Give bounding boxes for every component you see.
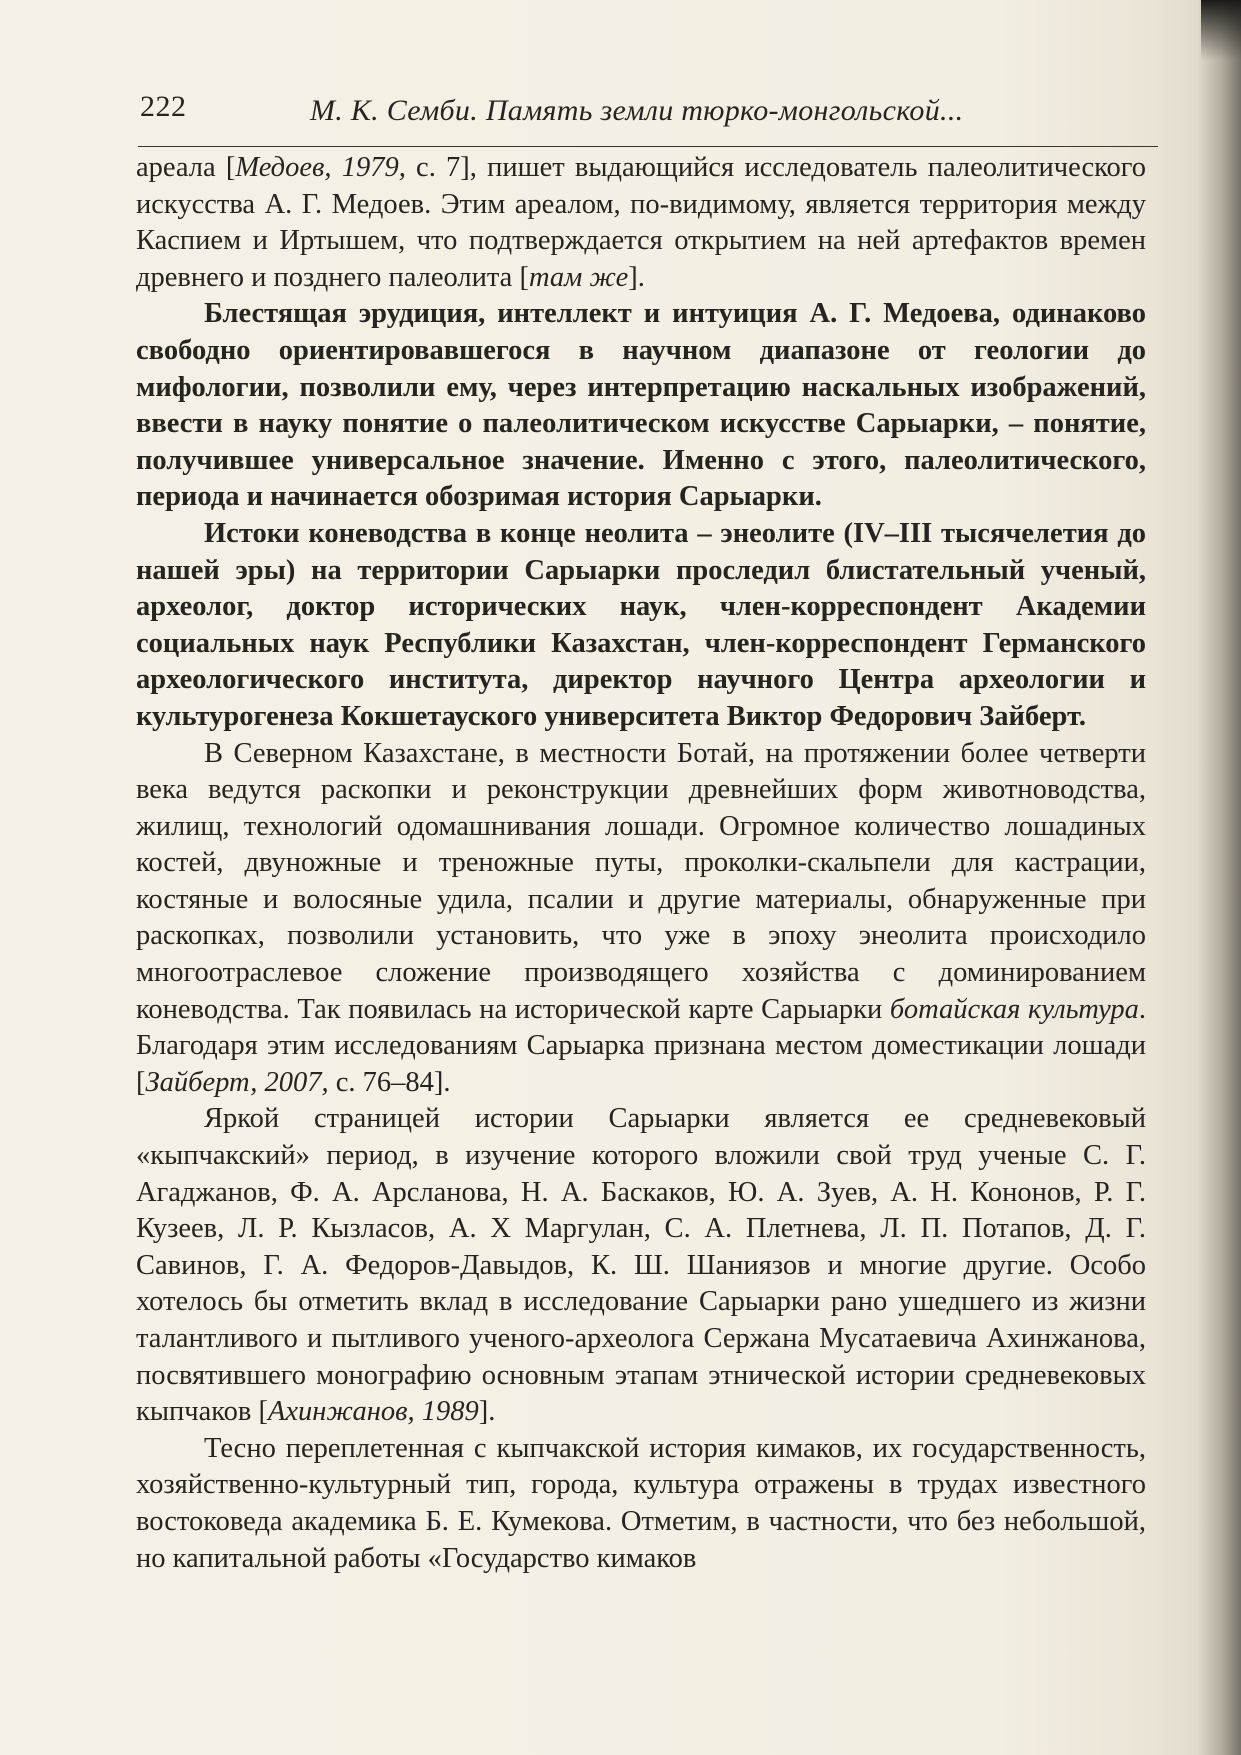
italic-text: Ахинжанов, 1989 — [267, 1396, 479, 1428]
italic-text: там же — [528, 261, 629, 293]
text-run: Тесно переплетенная с кыпчакской история кимаков, их государственность, хозяйственно-культурный тип, города, культура отражены в трудах известного востоковеда академика Б. Е. Кумекова. Отметим, в частности, что без небольшой, но капитальной работы «Государство кимаков — [136, 1432, 1146, 1574]
text-run: ареала [ — [136, 152, 236, 183]
paragraph — [136, 296, 1146, 516]
italic-text: ботайская культура — [889, 993, 1139, 1025]
text-run: Блестящая эрудиция, интеллект и интуиция А. Г. Медоева, одинаково свободно ориентировавшегося в научном диапазоне от геологии до мифологии, позволили ему, через интерпретацию наскальных изображений, ввести в науку понятие о палеолитическом искусстве Сарыарки, – понятие, получившее универсальное значение. Именно с этого, палеолитического, периода и начинается обозримая история Сарыарки. — [136, 298, 1146, 513]
page-header — [138, 88, 1158, 147]
italic-text: Зайберт, 2007, — [145, 1066, 329, 1098]
text-run: В Северном Казахстане, в местности Ботай, на протяжении более четверти века ведутся раскопки и реконструкции древнейших форм животноводства, жилищ, технологий одомашнивания лошади. Огромное количество лошадиных костей, двуножные и треножные путы, проколки-скальпели для кастрации, костяные и волосяные удила, псалии и другие материалы, обнаруженные при раскопках, позволили установить, что уже в эпоху энеолита происходило многоотраслевое сложение производящего хозяйства с доминированием коневодства. Так появилась на исторической карте Сарыарки — [136, 737, 1146, 1025]
italic-text: Медоев, 1979, — [235, 152, 406, 183]
text-run: ]. — [478, 1396, 496, 1428]
paragraph — [136, 150, 1146, 296]
text-run: с. 7], пишет выдающийся исследователь палеолитического искусства А. Г. Медоев. Этим ареалом, по-видимому, является территория между Каспием и Иртышем, что подтверждается открытием на ней артефактов времен древнего и позднего палеолита [ — [136, 152, 1146, 293]
paragraph — [136, 1101, 1146, 1430]
running-title: М. К. Семби. Память земли тюрко-монгольской... — [310, 94, 964, 127]
page-edge-shadow — [1197, 0, 1241, 1755]
text-run: Яркой страницей истории Сарыарки является ее средневековый «кыпчакский» период, в изучение которого вложили свой труд ученые С. Г. Агаджанов, Ф. А. Арсланова, Н. А. Баскаков, Ю. А. Зуев, А. Н. Кононов, Р. Г. Кузеев, Л. Р. Кызласов, А. Х Маргулан, С. А. Плетнева, Л. П. Потапов, Д. Г. Савинов, Г. А. Федоров-Давыдов, К. Ш. Шаниязов и многие другие. Особо хотелось бы отметить вклад в исследование Сарыарки рано ушедшего из жизни талантливого и пытливого ученого-археолога Сержана Мусатаевича Ахинжанова, посвятившего монографию основным этапам этнической истории средневековых кыпчаков [ — [136, 1103, 1146, 1428]
page-corner-shadow — [1201, 0, 1241, 60]
text-run: с. 76–84]. — [328, 1066, 451, 1098]
paragraph — [136, 736, 1146, 1102]
text-run: ]. — [628, 261, 645, 293]
body-text — [136, 150, 1146, 1577]
paragraph — [136, 516, 1146, 736]
page-number: 222 — [140, 90, 187, 123]
paragraph — [136, 1431, 1146, 1577]
text-run: Истоки коневодства в конце неолита – энеолите (IV–III тысячелетия до нашей эры) на территории Сарыарки проследил блистательный ученый, археолог, доктор исторических наук, член-корреспондент Академии социальных наук Республики Казахстан, член-корреспондент Германского археологического института, директор научного Центра археологии и культурогенеза Кокшетауского университета Виктор Федорович Зайберт. — [136, 517, 1146, 732]
text-run: . Благодаря этим исследованиям Сарыарка признана местом доместикации лошади [ — [136, 993, 1146, 1098]
